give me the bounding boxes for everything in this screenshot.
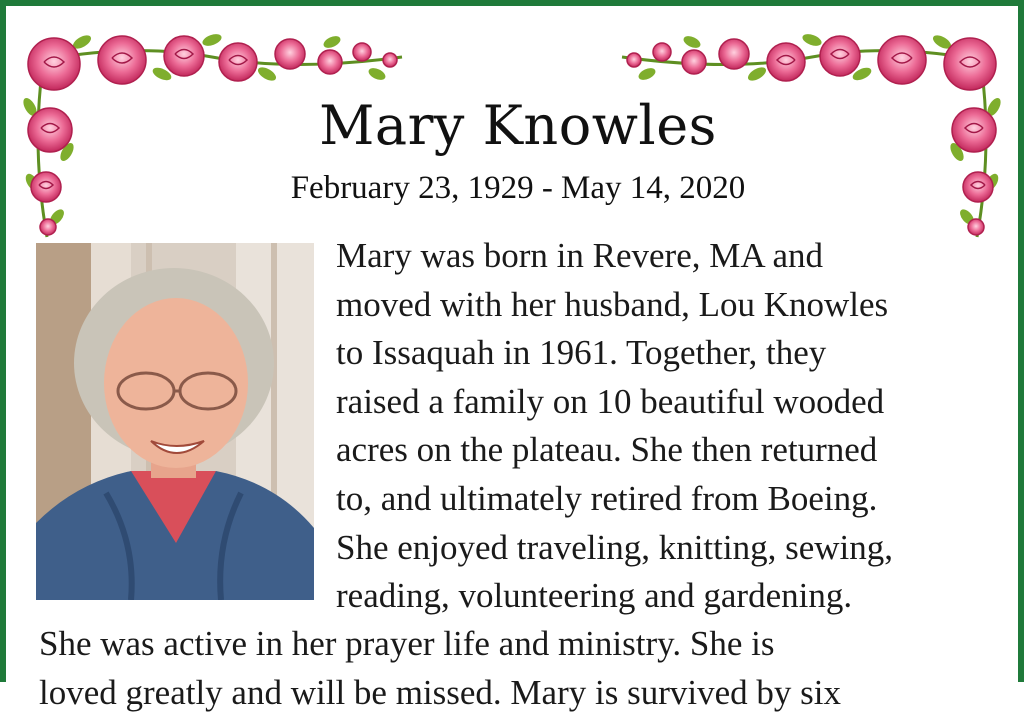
text-line: to Issaquah in 1961. Together, they xyxy=(336,333,827,373)
text-line: raised a family on 10 beautiful wooded xyxy=(336,381,885,421)
text-line: reading, volunteering and gardening. xyxy=(336,576,853,616)
obituary-text-beside-photo xyxy=(336,232,1016,621)
text-line: to, and ultimately retired from Boeing. xyxy=(336,478,878,518)
text-line: She was active in her prayer life and ministry. She is xyxy=(39,624,775,663)
obituary-text-full-width xyxy=(39,620,999,717)
text-line: Mary was born in Revere, MA and xyxy=(336,236,823,275)
life-dates: February 23, 1929 - May 14, 2020 xyxy=(290,170,746,206)
text-line: acres on the plateau. She then returned xyxy=(336,430,878,470)
text-line: moved with her husband, Lou Knowles xyxy=(336,284,889,324)
deceased-name: Mary Knowles xyxy=(319,94,717,157)
portrait-photo-icon xyxy=(36,243,314,600)
text-line: loved greatly and will be missed. Mary is survived by six xyxy=(39,672,841,712)
text-line: She enjoyed traveling, knitting, sewing, xyxy=(336,527,893,567)
